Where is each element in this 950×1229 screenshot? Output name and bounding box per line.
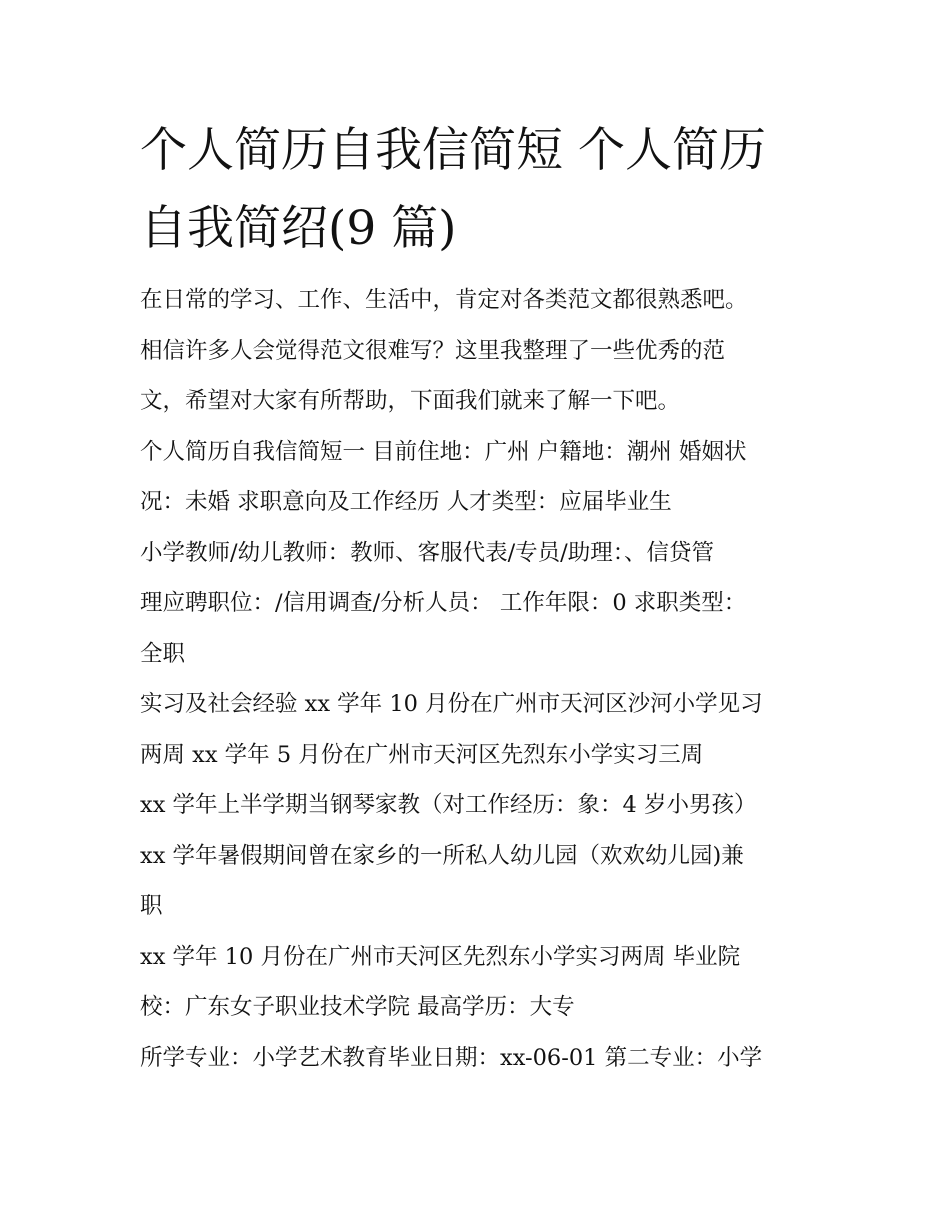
- body-line-2: 相信许多人会觉得范文很难写？这里我整理了一些优秀的范: [140, 337, 726, 364]
- body-line-8: 全职: [140, 640, 186, 667]
- body-line-3: 文，希望对大家有所帮助，下面我们就来了解一下吧。: [140, 388, 681, 414]
- body-line-7: 理应聘职位：/信用调查/分析人员： 工作年限：0 求职类型：: [140, 590, 747, 616]
- body-line-11: xx 学年上半学期当钢琴家教（对工作经历：象：4 岁小男孩）: [140, 792, 757, 818]
- title-line-1: 个人简历自我信简短 个人简历: [140, 123, 766, 178]
- document-body: [140, 275, 820, 1083]
- body-line-12: xx 学年暑假期间曾在家乡的一所私人幼儿园（欢欢幼儿园)兼: [140, 842, 744, 869]
- body-line-5: 况：未婚 求职意向及工作经历 人才类型：应届毕业生: [140, 489, 672, 515]
- body-line-6: 小学教师/幼儿教师：教师、客服代表/专员/助理：、信贷管: [140, 539, 714, 566]
- body-line-10: 两周 xx 学年 5 月份在广州市天河区先烈东小学实习三周: [140, 741, 704, 768]
- body-line-14: xx 学年 10 月份在广州市天河区先烈东小学实习两周 毕业院: [140, 943, 741, 970]
- body-line-4: 个人简历自我信简短一 目前住地：广州 户籍地：潮州 婚姻状: [140, 438, 747, 465]
- body-line-15: 校：广东女子职业技术学院 最高学历：大专: [140, 994, 575, 1020]
- document-title: [140, 112, 820, 268]
- body-line-9: 实习及社会经验 xx 学年 10 月份在广州市天河区沙河小学见习: [140, 691, 763, 717]
- title-line-2: 自我简绍(9 篇): [140, 201, 457, 256]
- body-line-1: 在日常的学习、工作、生活中，肯定对各类范文都很熟悉吧。: [140, 287, 748, 313]
- body-line-16: 所学专业：小学艺术教育毕业日期：xx-06-01 第二专业：小学: [140, 1044, 763, 1071]
- body-line-13: 职: [140, 893, 163, 919]
